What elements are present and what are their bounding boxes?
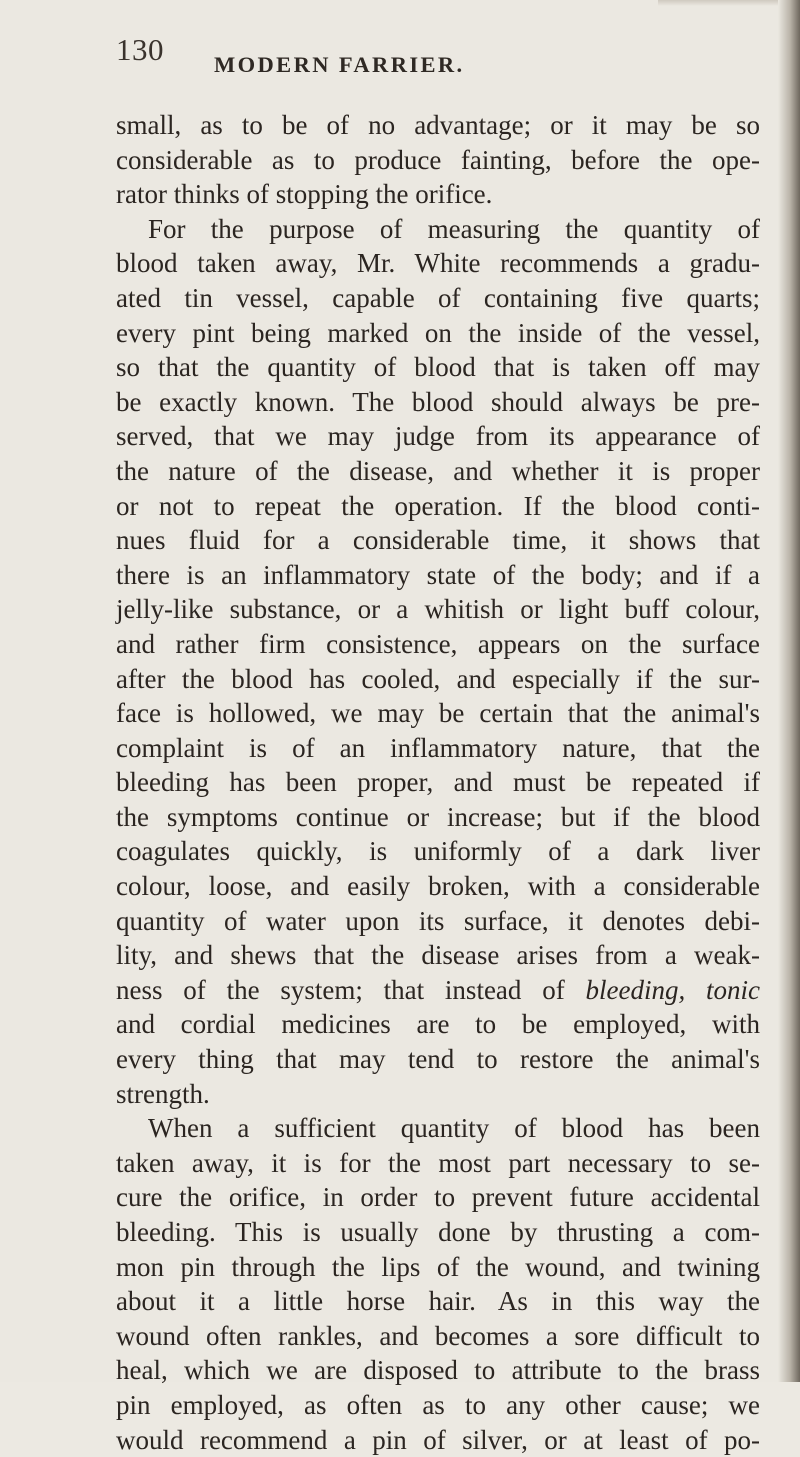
text-line: there is an inflammatory state of the body; and if a [116,559,760,590]
text-line: bleeding. This is usually done by thrusting a com- [116,1217,760,1247]
text-line: mon pin through the lips of the wound, and twining [116,1251,760,1282]
text-line: rator thinks of stopping the orifice. [116,179,493,210]
text-line: the symptoms continue or increase; but if the blood [116,801,760,832]
text-line: jelly-like substance, or a whitish or light buff colour, [116,594,760,625]
text-line: quantity of water upon its surface, it denotes debi- [116,905,760,936]
text-line: be exactly known. The blood should always be pre- [116,386,760,417]
text-line: lity, and shews that the disease arises from a weak- [116,940,760,971]
text-line: after the blood has cooled, and especially if the sur- [116,663,760,694]
text-line: strength. [116,1078,210,1109]
page-edge-shadow [778,0,800,1382]
text-line: the nature of the disease, and whether it is proper [116,455,760,486]
text-line: small, as to be of no advantage; or it may be so [116,110,760,140]
text-line: heal, which we are disposed to attribute to the brass [116,1355,760,1386]
text-line: and cordial medicines are to be employed, with [116,1009,760,1040]
text-line: coagulates quickly, is uniformly of a dark liver [116,836,760,867]
text-line: cure the orifice, in order to prevent future accidental [116,1182,760,1213]
text-line: or not to repeat the operation. If the blood conti- [116,490,760,521]
text-line: nues fluid for a considerable time, it shows that [116,525,760,556]
text-line: complaint is of an inflammatory nature, that the [116,732,760,763]
page-header [116,32,676,82]
text-line: blood taken away, Mr. White recommends a gradu- [116,248,760,279]
text-line: ated tin vessel, capable of containing five quarts; [116,282,760,313]
text-line: and rather firm consistence, appears on the surface [116,628,760,659]
text-line: so that the quantity of blood that is taken off may [116,352,760,383]
running-head: MODERN FARRIER. [214,52,465,77]
text-line-with-italics [116,973,760,1008]
text-segment: ness of the system; that instead of [116,974,586,1005]
text-line: bleeding has been proper, and must be repeated if [116,767,760,798]
page-number: 130 [116,32,164,67]
text-line: considerable as to produce fainting, before the ope- [116,144,760,175]
body-text [116,108,760,1457]
text-line: wound often rankles, and becomes a sore difficult to [116,1320,760,1351]
text-line: pin employed, as often as to any other cause; we [116,1389,760,1420]
text-line: would recommend a pin of silver, or at least of po- [116,1424,760,1455]
text-line: about it a little horse hair. As in this way the [116,1286,760,1317]
text-line: every thing that may tend to restore the animal's [116,1044,760,1075]
italic-segment: bleeding, tonic [585,974,761,1005]
paragraph-start-line: When a sufficient quantity of blood has been [148,1113,760,1144]
page-top-shading [658,0,778,6]
text-line: taken away, it is for the most part necessary to se- [116,1147,760,1178]
text-line: colour, loose, and easily broken, with a considerable [116,871,760,902]
text-line: face is hollowed, we may be certain that the animal's [116,698,760,729]
paragraph-start-line: For the purpose of measuring the quantity of [148,213,760,244]
text-line: every pint being marked on the inside of the vessel, [116,317,760,348]
text-line: served, that we may judge from its appearance of [116,421,760,452]
